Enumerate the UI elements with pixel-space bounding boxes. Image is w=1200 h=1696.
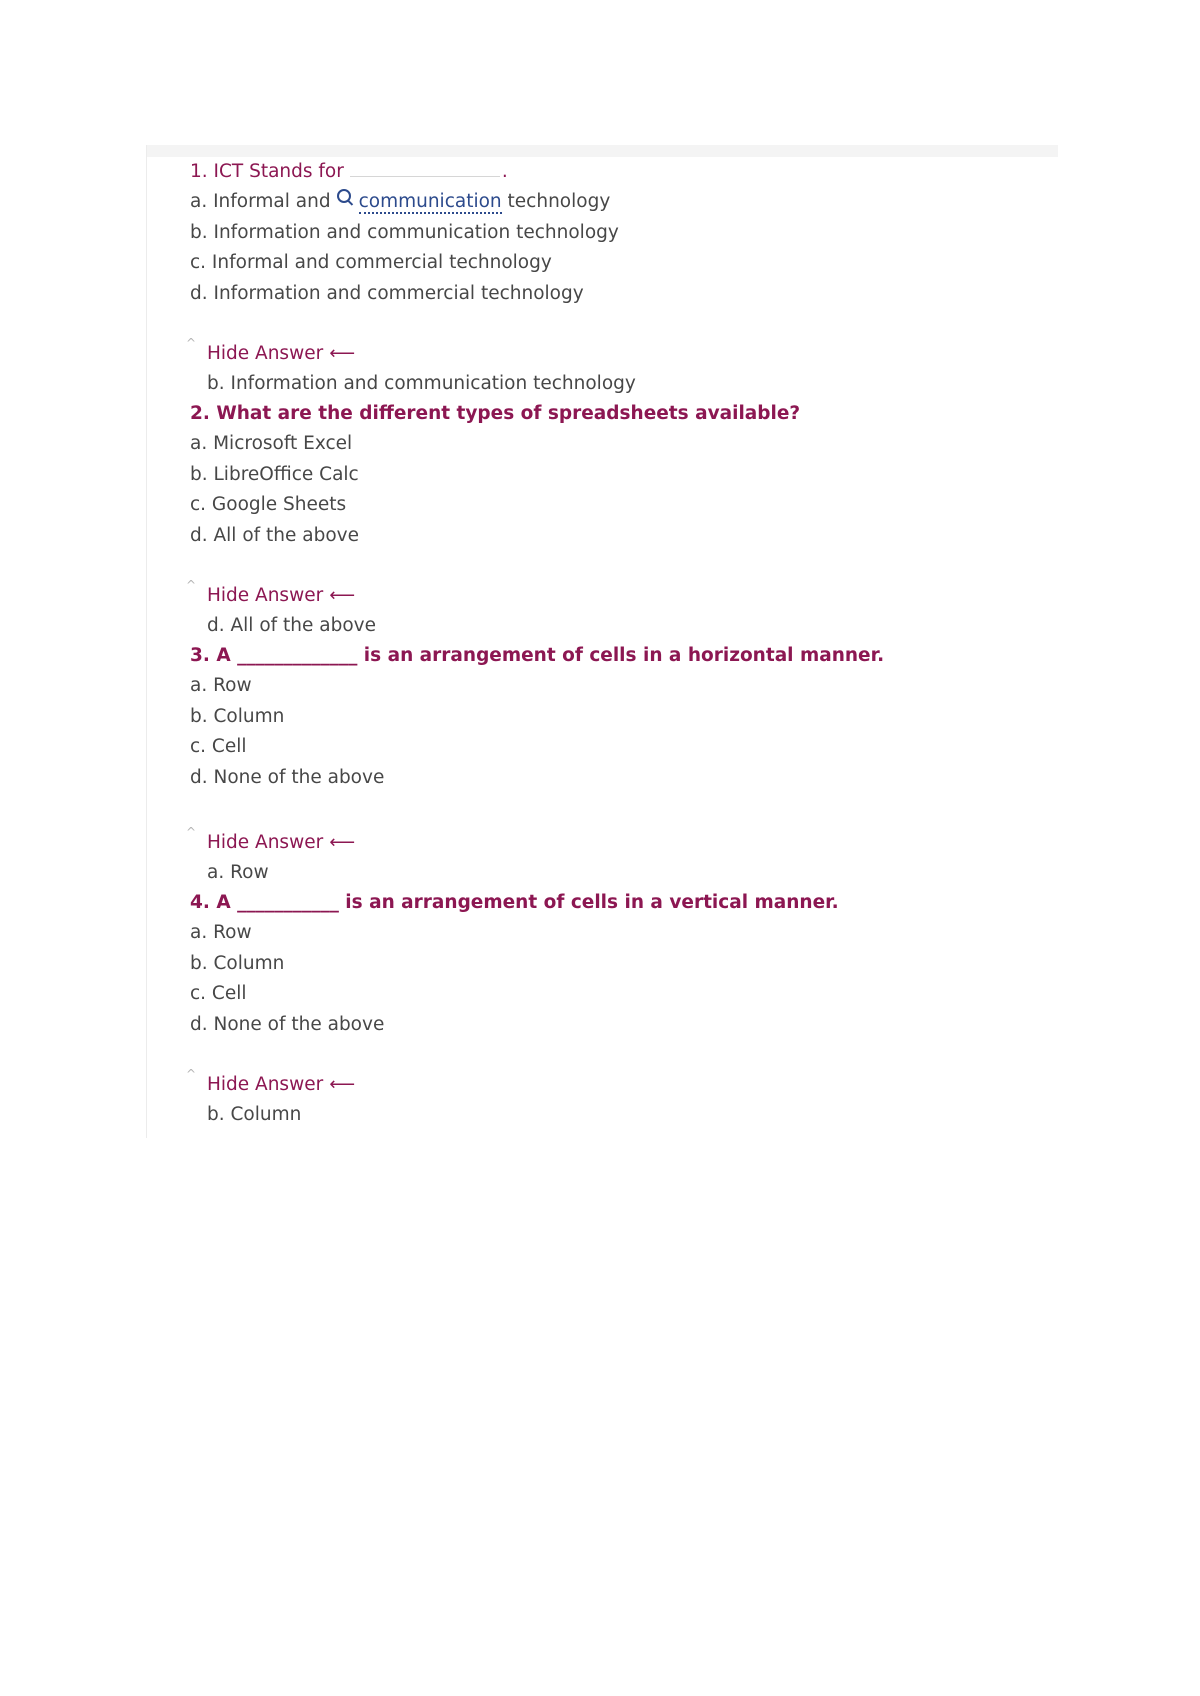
question-1-option-d[interactable]: d. Information and commercial technology [190, 282, 584, 304]
question-block-1 [186, 157, 1050, 399]
caret-up-icon: ^ [186, 825, 197, 839]
question-3-option-a[interactable]: a. Row [190, 675, 252, 696]
caret-up-icon: ^ [186, 1067, 197, 1081]
arrow-left-icon: ⟵ [329, 1074, 356, 1095]
quiz-content [186, 157, 1050, 1130]
caret-up-icon: ^ [186, 578, 197, 592]
hide-answer-label[interactable]: Hide Answer [207, 343, 324, 364]
question-4-option-b[interactable]: b. Column [190, 952, 285, 974]
dictionary-link[interactable]: communication [358, 191, 502, 212]
question-block-3 [186, 641, 1050, 888]
caret-up-icon: ^ [186, 336, 197, 350]
hide-answer-toggle-4[interactable] [186, 1067, 1050, 1100]
hide-answer-label[interactable]: Hide Answer [207, 1074, 324, 1095]
hide-answer-toggle-3[interactable] [186, 825, 1050, 858]
question-1-option-b[interactable]: b. Information and communication technology [190, 221, 619, 243]
question-4-option-a[interactable]: a. Row [190, 922, 252, 943]
arrow-left-icon: ⟵ [329, 343, 356, 364]
content-left-rule [146, 145, 147, 1138]
spacer [190, 309, 1050, 339]
question-block-2 [186, 399, 1050, 641]
question-2-option-b[interactable]: b. LibreOffice Calc [190, 463, 359, 485]
arrow-left-icon: ⟵ [329, 585, 356, 606]
question-3-text: 3. A _____________ is an arrangement of cells in a horizontal manner. [190, 645, 885, 666]
option-label-rest: technology [507, 191, 611, 212]
search-icon[interactable] [337, 189, 351, 203]
question-2-option-a[interactable]: a. Microsoft Excel [190, 433, 353, 454]
question-1-suffix: . [501, 161, 508, 182]
spacer [190, 1040, 1050, 1070]
spacer [190, 551, 1050, 581]
arrow-left-icon: ⟵ [329, 832, 356, 853]
question-4-option-c[interactable]: c. Cell [190, 983, 247, 1004]
question-2-answer: d. All of the above [207, 615, 377, 636]
hide-answer-toggle-1[interactable] [186, 336, 1050, 369]
question-1-prompt: 1. ICT Stands for [190, 161, 344, 182]
question-1-answer: b. Information and communication technology [207, 373, 636, 394]
spacer [190, 793, 1050, 828]
question-3-answer: a. Row [207, 862, 269, 883]
question-block-4 [186, 888, 1050, 1130]
question-1-option-c[interactable]: c. Informal and commercial technology [190, 252, 552, 273]
question-3-option-b[interactable]: b. Column [190, 705, 285, 727]
content-top-strip [146, 145, 1058, 157]
question-3-option-c[interactable]: c. Cell [190, 736, 247, 757]
question-1-text [190, 157, 1050, 187]
option-label: a. Informal and [190, 191, 331, 212]
question-4-option-d[interactable]: d. None of the above [190, 1013, 385, 1035]
hide-answer-label[interactable]: Hide Answer [207, 832, 324, 853]
question-4-text: 4. A ___________ is an arrangement of cells in a vertical manner. [190, 892, 839, 913]
question-3-option-d[interactable]: d. None of the above [190, 766, 385, 788]
question-2-option-d[interactable]: d. All of the above [190, 524, 360, 546]
question-4-answer: b. Column [207, 1104, 302, 1125]
hide-answer-label[interactable]: Hide Answer [207, 585, 324, 606]
question-2-text: 2. What are the different types of spreadsheets available? [190, 403, 801, 424]
question-1-option-a[interactable] [190, 187, 1050, 218]
answer-blank [350, 160, 500, 177]
question-2-option-c[interactable]: c. Google Sheets [190, 494, 347, 515]
hide-answer-toggle-2[interactable] [186, 578, 1050, 611]
